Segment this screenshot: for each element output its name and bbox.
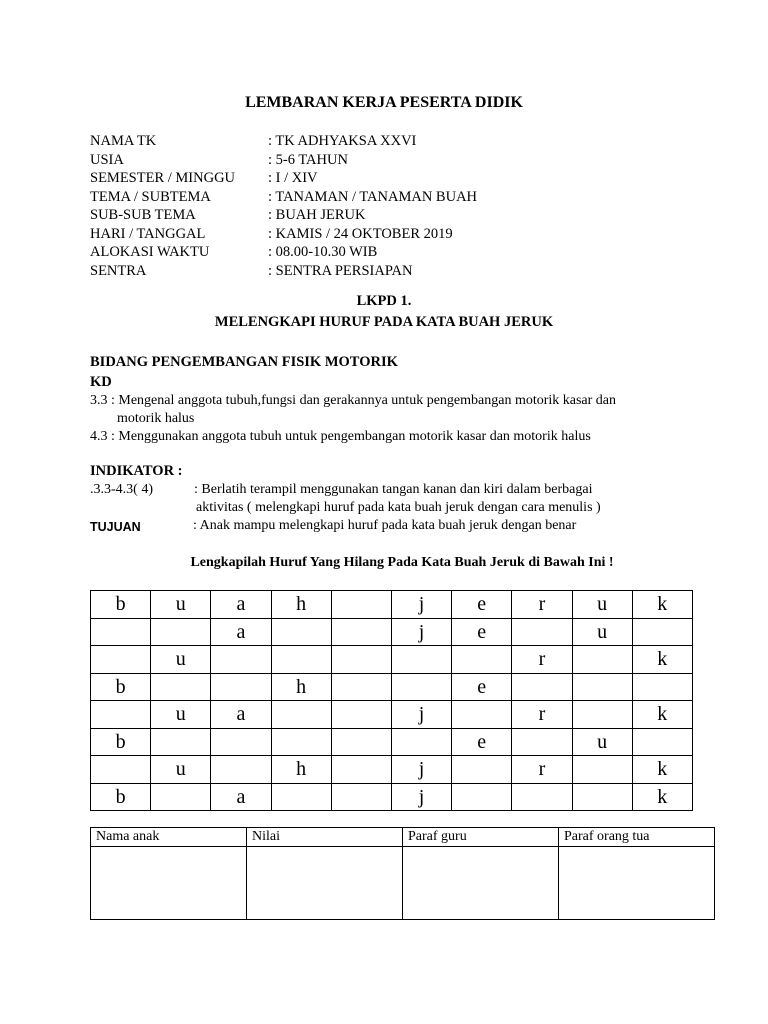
grid-cell-blank[interactable] [331, 591, 391, 619]
info-label: TEMA / SUBTEMA [90, 188, 211, 205]
grid-cell-blank[interactable] [512, 673, 572, 701]
info-value: : 5-6 TAHUN [268, 151, 348, 168]
grid-cell-letter: u [151, 701, 211, 729]
grid-cell-letter: r [512, 646, 572, 674]
info-label: SUB-SUB TEMA [90, 207, 196, 223]
grid-cell-letter: k [632, 591, 692, 619]
grid-cell-letter: u [151, 591, 211, 619]
grid-cell-blank[interactable] [151, 673, 211, 701]
info-row [90, 151, 477, 170]
grid-cell-letter: r [512, 591, 572, 619]
grid-row [91, 701, 693, 729]
grid-cell-blank[interactable] [151, 783, 211, 811]
grid-cell-blank[interactable] [572, 756, 632, 784]
grid-cell-blank[interactable] [331, 618, 391, 646]
info-label: ALOKASI WAKTU [90, 244, 210, 260]
grid-cell-letter: e [452, 673, 512, 701]
info-value: : BUAH JERUK [268, 207, 366, 223]
grid-cell-letter: a [211, 618, 271, 646]
grid-cell-letter: e [452, 591, 512, 619]
grid-cell-blank[interactable] [271, 728, 331, 756]
indikator-heading: INDIKATOR : [90, 463, 183, 479]
grid-cell-letter: e [452, 728, 512, 756]
grid-cell-blank[interactable] [391, 646, 451, 674]
grid-cell-letter: k [632, 646, 692, 674]
grid-cell-blank[interactable] [271, 646, 331, 674]
grid-cell-blank[interactable] [452, 701, 512, 729]
grid-cell-blank[interactable] [572, 646, 632, 674]
letter-grid [90, 590, 693, 811]
signature-header-row [91, 828, 715, 847]
indikator-text: : Berlatih terampil menggunakan tangan kanan dan kiri dalam berbagai [194, 482, 593, 497]
grid-cell-letter: u [572, 728, 632, 756]
grid-cell-blank[interactable] [512, 783, 572, 811]
info-label: HARI / TANGGAL [90, 225, 206, 242]
lkpd-title: MELENGKAPI HURUF PADA KATA BUAH JERUK [214, 314, 554, 330]
grid-cell-letter: u [151, 646, 211, 674]
kd-item-1-cont: motorik halus [117, 411, 195, 426]
grid-cell-blank[interactable] [91, 646, 151, 674]
grid-row [91, 646, 693, 674]
grid-cell-letter: k [632, 783, 692, 811]
grid-cell-letter: j [391, 701, 451, 729]
grid-row [91, 673, 693, 701]
lkpd-number: LKPD 1. [356, 293, 412, 309]
info-value: : I / XIV [268, 170, 318, 186]
grid-cell-letter: a [211, 783, 271, 811]
grid-cell-blank[interactable] [91, 756, 151, 784]
grid-cell-letter: h [271, 591, 331, 619]
grid-cell-letter: b [91, 591, 151, 619]
grid-row [91, 618, 693, 646]
nilai-field[interactable] [247, 847, 403, 920]
student-info [90, 132, 477, 280]
grid-cell-blank[interactable] [391, 728, 451, 756]
info-label: SENTRA [90, 262, 147, 279]
info-label: USIA [90, 151, 124, 168]
header-paraf-orang-tua: Paraf orang tua [559, 828, 715, 847]
header-nama-anak: Nama anak [91, 828, 247, 847]
grid-cell-blank[interactable] [151, 728, 211, 756]
grid-cell-blank[interactable] [91, 701, 151, 729]
signature-table [90, 827, 715, 920]
grid-cell-letter: b [91, 783, 151, 811]
grid-cell-letter: u [572, 618, 632, 646]
grid-cell-letter: h [271, 673, 331, 701]
info-row [90, 206, 477, 225]
grid-cell-blank[interactable] [151, 618, 211, 646]
grid-cell-letter: r [512, 701, 572, 729]
page-title: LEMBARAN KERJA PESERTA DIDIK [245, 94, 523, 111]
header-paraf-guru: Paraf guru [403, 828, 559, 847]
grid-cell-blank[interactable] [211, 673, 271, 701]
kd-heading: KD [90, 374, 112, 390]
nama-anak-field[interactable] [91, 847, 247, 920]
paraf-guru-field[interactable] [403, 847, 559, 920]
grid-cell-blank[interactable] [572, 701, 632, 729]
grid-cell-letter: u [151, 756, 211, 784]
grid-cell-blank[interactable] [211, 728, 271, 756]
grid-cell-blank[interactable] [211, 646, 271, 674]
info-value: : TANAMAN / TANAMAN BUAH [268, 188, 478, 205]
grid-cell-blank[interactable] [452, 756, 512, 784]
info-row [90, 132, 477, 151]
grid-cell-blank[interactable] [91, 618, 151, 646]
info-value: : KAMIS / 24 OKTOBER 2019 [268, 225, 453, 242]
grid-cell-blank[interactable] [452, 783, 512, 811]
tujuan-label: TUJUAN [90, 520, 141, 534]
grid-row [91, 756, 693, 784]
grid-cell-blank[interactable] [331, 756, 391, 784]
grid-cell-blank[interactable] [632, 618, 692, 646]
bidang-heading: BIDANG PENGEMBANGAN FISIK MOTORIK [90, 354, 398, 370]
grid-cell-letter: j [391, 591, 451, 619]
grid-cell-letter: u [572, 591, 632, 619]
grid-cell-blank[interactable] [271, 783, 331, 811]
indikator-code: .3.3-4.3( 4) [90, 482, 153, 497]
grid-cell-blank[interactable] [331, 728, 391, 756]
info-row [90, 188, 477, 207]
grid-cell-letter: h [271, 756, 331, 784]
grid-cell-letter: a [211, 701, 271, 729]
info-value: : SENTRA PERSIAPAN [268, 262, 413, 279]
grid-cell-blank[interactable] [331, 783, 391, 811]
tujuan-text: : Anak mampu melengkapi huruf pada kata buah jeruk dengan benar [193, 518, 577, 533]
grid-cell-letter: b [91, 728, 151, 756]
kd-item-1: 3.3 : Mengenal anggota tubuh,fungsi dan gerakannya untuk pengembangan motorik kasar dan [90, 393, 617, 408]
grid-cell-letter: k [632, 701, 692, 729]
info-label: NAMA TK [90, 133, 157, 149]
instruction: Lengkapilah Huruf Yang Hilang Pada Kata Buah Jeruk di Bawah Ini ! [190, 555, 614, 570]
grid-cell-blank[interactable] [512, 728, 572, 756]
grid-cell-letter: b [91, 673, 151, 701]
grid-cell-blank[interactable] [512, 618, 572, 646]
grid-cell-blank[interactable] [331, 673, 391, 701]
indikator-text-cont: aktivitas ( melengkapi huruf pada kata buah jeruk dengan cara menulis ) [196, 500, 601, 515]
grid-cell-blank[interactable] [452, 646, 512, 674]
grid-cell-letter: k [632, 756, 692, 784]
info-label: SEMESTER / MINGGU [90, 170, 236, 186]
grid-cell-blank[interactable] [331, 701, 391, 729]
grid-cell-blank[interactable] [391, 673, 451, 701]
info-row [90, 262, 477, 281]
grid-row [91, 591, 693, 619]
info-row [90, 169, 477, 188]
grid-cell-blank[interactable] [211, 756, 271, 784]
signature-blank-row [91, 847, 715, 920]
grid-cell-blank[interactable] [572, 673, 632, 701]
grid-cell-blank[interactable] [572, 783, 632, 811]
grid-cell-letter: a [211, 591, 271, 619]
grid-cell-letter: j [391, 756, 451, 784]
grid-cell-letter: j [391, 618, 451, 646]
grid-cell-letter: e [452, 618, 512, 646]
grid-row [91, 783, 693, 811]
grid-row [91, 728, 693, 756]
paraf-orang-tua-field[interactable] [559, 847, 715, 920]
kd-item-2: 4.3 : Menggunakan anggota tubuh untuk pengembangan motorik kasar dan motorik halus [90, 429, 591, 444]
grid-cell-blank[interactable] [632, 673, 692, 701]
info-row [90, 243, 477, 262]
header-nilai: Nilai [247, 828, 403, 847]
info-value: : TK ADHYAKSA XXVI [268, 133, 417, 149]
grid-cell-letter: j [391, 783, 451, 811]
grid-cell-blank[interactable] [331, 646, 391, 674]
info-value: : 08.00-10.30 WIB [268, 244, 378, 260]
grid-cell-blank[interactable] [271, 618, 331, 646]
grid-cell-blank[interactable] [271, 701, 331, 729]
info-row [90, 225, 477, 244]
grid-cell-letter: r [512, 756, 572, 784]
grid-cell-blank[interactable] [632, 728, 692, 756]
